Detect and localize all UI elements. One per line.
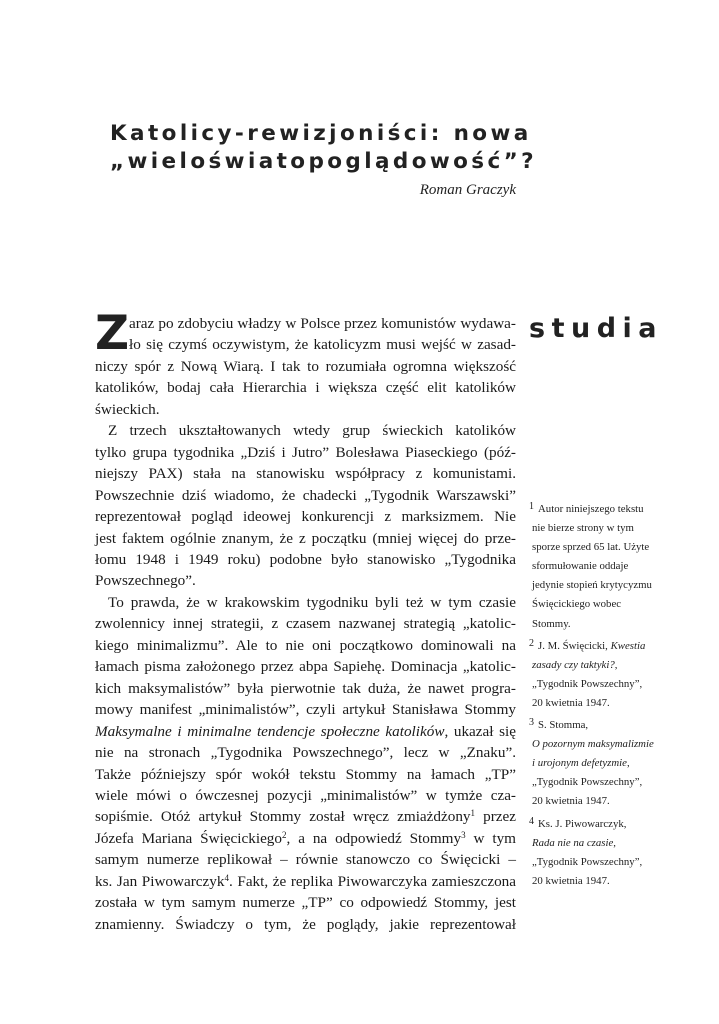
- body-line: wiele mówi o ówczesnej pozycji „minimalistów” w tymże cza-: [95, 786, 516, 804]
- body-line: araz po zdobyciu władzy w Polsce przez komunistów wydawa-: [129, 315, 516, 332]
- article-title: [110, 120, 538, 176]
- first-paragraph-opening: [95, 306, 516, 361]
- footnote-line: nie bierze strony w tym: [532, 522, 634, 535]
- footnote-ref-3[interactable]: 3: [461, 829, 466, 840]
- article-body: [95, 306, 516, 935]
- body-line: zwolennicy innej strategii, z czasem nazwanej strategią „katolic-: [95, 615, 516, 633]
- footnote-line: „Tygodnik Powszechny”,: [532, 776, 643, 789]
- footnote-text: ,: [614, 658, 618, 671]
- body-line: [95, 871, 516, 892]
- body-line: katolików, bodaj cała Hierarchia i większa część elit katolików: [95, 379, 516, 397]
- footnote-1: [529, 497, 704, 634]
- footnote-line: Święcickiego wobec: [532, 598, 622, 611]
- body-line: świeckich.: [95, 400, 160, 418]
- body-line: Powszechnego”.: [95, 572, 196, 590]
- footnotes-column: [529, 497, 704, 891]
- footnote-line: Stommy.: [532, 617, 571, 630]
- footnote-line: „Tygodnik Powszechny”,: [532, 855, 643, 868]
- footnote-text: Autor niniejszego tekstu: [538, 503, 644, 515]
- body-line: jest faktem ogólnie znanym, że z początku (mniej więcej do prze-: [95, 529, 516, 547]
- body-line: reprezentował pogląd ideowej konkurencji z marksizmem. Nie: [95, 508, 516, 526]
- footnote-line: 20 kwietnia 1947.: [532, 795, 610, 808]
- body-line: [95, 806, 516, 827]
- footnote-cited-title: i urojonym defetyzmie: [532, 757, 627, 770]
- body-line: niejszy PAX) stała na stanowisku współpracy z komunistami.: [95, 465, 516, 483]
- body-line: [95, 721, 516, 742]
- title-line-1: Katolicy-rewizjoniści: nowa: [110, 121, 532, 146]
- footnote-line: [529, 656, 704, 675]
- footnote-text: Ks. J. Piwowarczyk,: [538, 817, 627, 830]
- body-line: kich maksymalistów” była pierwotnie tak duża, że nawet progra-: [95, 679, 516, 697]
- footnote-cited-title: zasady czy taktyki?: [532, 658, 615, 671]
- footnote-text: S. Stomma,: [538, 719, 589, 732]
- footnote-number: 3: [529, 717, 534, 729]
- footnote-cited-title: Kwestia: [610, 639, 646, 652]
- body-text-fragment: sopiśmie. Otóż artykuł Stommy został wręcz zmiażdżony: [95, 808, 471, 826]
- footnote-line: „Tygodnik Powszechny”,: [532, 677, 643, 690]
- body-line: To prawda, że w krakowskim tygodniku byli też w tym czasie: [108, 593, 516, 611]
- body-line: nie na stronach „Tygodnika Powszechnego”, lecz w „Znaku”.: [95, 744, 516, 762]
- footnote-number: 1: [529, 501, 534, 512]
- body-line: znamienny. Świadczy o tym, że poglądy, jakie reprezentował: [95, 915, 516, 933]
- section-label: studia: [529, 313, 664, 344]
- body-text-fragment: przez: [475, 808, 516, 826]
- body-line: [95, 828, 516, 849]
- footnote-line: 20 kwietnia 1947.: [532, 696, 610, 709]
- footnote-line: [529, 834, 704, 853]
- title-line-2: „wieloświatopoglądowość”?: [110, 149, 538, 174]
- body-text-fragment: Józefa Mariana Święcickiego: [95, 829, 282, 847]
- footnote-line: [529, 812, 704, 834]
- footnote-line: [529, 634, 704, 656]
- footnote-line: 20 kwietnia 1947.: [532, 874, 610, 887]
- body-line: kiego minimalizmu”. Ale to nie oni początkowo dominowali na: [95, 636, 516, 654]
- article-author: Roman Graczyk: [419, 182, 516, 198]
- footnote-ref-1[interactable]: 1: [470, 808, 476, 819]
- footnote-line: sporze sprzed 65 lat. Użyte: [532, 541, 650, 554]
- drop-cap: Z: [95, 306, 130, 361]
- footnote-ref-4[interactable]: 4: [224, 872, 229, 883]
- body-text-fragment: . Fakt, że replika Piwowarczyka zamieszczona: [228, 872, 516, 890]
- body-text-fragment: ks. Jan Piwowarczyk: [95, 872, 225, 890]
- footnote-text: ,: [613, 836, 616, 849]
- footnote-3: [529, 713, 704, 811]
- footnote-number: 2: [529, 637, 534, 649]
- body-line: ło się czymś oczywistym, że katolicyzm musi wejść w zasad-: [129, 336, 516, 354]
- footnote-ref-2[interactable]: 2: [282, 829, 287, 840]
- footnote-line: [529, 754, 704, 773]
- body-line: łamach pisma założonego przez abpa Sapiehę. Dominacja „katolic-: [95, 658, 516, 676]
- body-text-fragment: w tym: [465, 829, 516, 847]
- footnote-2: [529, 634, 704, 713]
- body-line: niczy spór z Nową Wiarą. I tak to rozumiała ogromna większość: [95, 357, 516, 375]
- footnote-text: J. M. Święcicki,: [538, 639, 611, 652]
- body-line: została w tym samym numerze „TP” co odpowiedź Stommy, jest: [95, 894, 516, 912]
- footnote-number: 4: [529, 815, 534, 827]
- footnote-line: [529, 497, 704, 519]
- body-line: mowy manifest „minimalistów”, czyli artykuł Stanisława Stommy: [95, 701, 516, 719]
- body-line: Z trzech ukształtowanych wtedy grup świeckich katolików: [108, 422, 516, 440]
- body-line: samym numerze replikował – równie stanowczo co Święcicki –: [95, 851, 516, 869]
- footnote-line: sformułowanie oddaje: [532, 560, 629, 573]
- footnote-line: O pozornym maksymalizmie: [532, 738, 654, 751]
- body-line: łomu 1948 i 1949 roku) podobne było stanowisko „Tygodnika: [95, 550, 516, 568]
- body-text-fragment: , ukazał się: [444, 722, 516, 740]
- body-line: tylko grupa tygodnika „Dziś i Jutro” Bolesława Piaseckiego (póź-: [95, 443, 516, 461]
- footnote-text: ,: [626, 757, 630, 770]
- cited-article-title: Maksymalne i minimalne tendencje społeczne katolików: [95, 722, 445, 740]
- body-line: Powszechnie dziś wiadomo, że chadecki „Tygodnik Warszawski”: [95, 486, 516, 504]
- footnote-line: [529, 713, 704, 735]
- footnote-4: [529, 812, 704, 891]
- body-text-fragment: , a na odpowiedź Stommy: [286, 829, 462, 847]
- body-line: Także późniejszy spór wokół tekstu Stommy na łamach „TP”: [95, 765, 516, 783]
- footnote-cited-title: Rada nie na czasie: [532, 836, 614, 849]
- footnote-line: jedynie stopień krytycyzmu: [532, 579, 652, 592]
